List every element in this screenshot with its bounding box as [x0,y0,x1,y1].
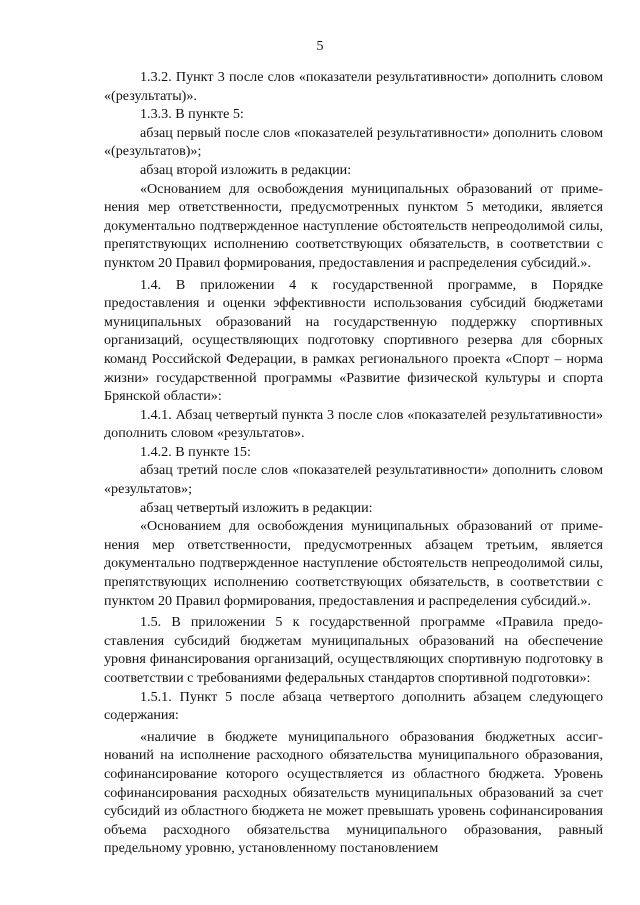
paragraph-1-4-1: 1.4.1. Абзац четвертый пункта 3 после слов «показателей результативности» дополнить словом «результатов». [104,406,603,442]
paragraph-abzac-third: абзац третий после слов «показателей результативности» дополнить словом «результатов»; [104,462,603,498]
paragraph-1-4-2: 1.4.2. В пункте 15: [140,443,251,460]
paragraph-1-4: 1.4. В приложении 4 к государственной программе, в Порядке предоставления и оценки эффективности использования субсидий бюджетами муниципальных образований на государственную поддержку спортивных организаций, осуществляющих подготовку спортивного резерва для сборных команд Российской Федерации, в рамках регионального проекта «Спорт – норма жизни» государственной программы «Развитие физической культуры и спорта Брянской области»: [104,276,603,405]
paragraph-1-5: 1.5. В приложении 5 к государственной программе «Правила предоставления субсидий бюджетам муниципальных образований на обеспечение уровня финансирования организаций, осуществляющих спортивную подготовку в соответствии с требованиями федеральных стандартов спортивной подготовки»: [104,614,603,686]
paragraph-1-3-2: 1.3.2. Пункт 3 после слов «показатели результативности» дополнить словом «(результаты)». [104,69,603,104]
paragraph-quote-1: «Основанием для освобождения муниципальных образований от применения мер ответственности, предусмотренных пунктом 5 методики, является документально подтвержденное наступление обстоятельств непреодолимой силы, препятствующих исполнению соответствующих обязательств, в соответствии с пунктом 20 Правил формирования, предоставления и распределения субсидий.». [104,180,603,271]
document-body [104,68,603,858]
paragraph-1-5-1: 1.5.1. Пункт 5 после абзаца четвертого дополнить абзацем следующего содержания: [104,688,603,724]
paragraph-1-3-3: 1.3.3. В пункте 5: [140,106,244,123]
paragraph-abzac-fourth: абзац четвертый изложить в редакции: [140,499,373,516]
paragraph-quote-3: «наличие в бюджете муниципального образования бюджетных ассигнований на исполнение расходного обязательства муниципального образования, софинансирование которого осуществляется из областного бюджета. Уровень софинансирования расходных обязательств муниципальных образований за счет субсидий из областного бюджета не может превышать уровень софинансирования объема расходного обязательства муниципального образования, равный предельному уровню, установленному постановлением [104,728,603,857]
paragraph-abzac-first: абзац первый после слов «показателей результативности» дополнить словом «(результатов)»; [104,124,603,160]
paragraph-abzac-second: абзац второй изложить в редакции: [140,161,352,178]
paragraph-quote-2: «Основанием для освобождения муниципальных образований от применения мер ответственности, предусмотренных абзацем третьим, является документально подтвержденное наступление обстоятельств непреодолимой силы, препятствующих исполнению соответствующих обязательств, в соответствии с пунктом 20 Правил формирования, предоставления и распределения субсидий.». [104,518,603,609]
page-number: 5 [316,39,324,54]
